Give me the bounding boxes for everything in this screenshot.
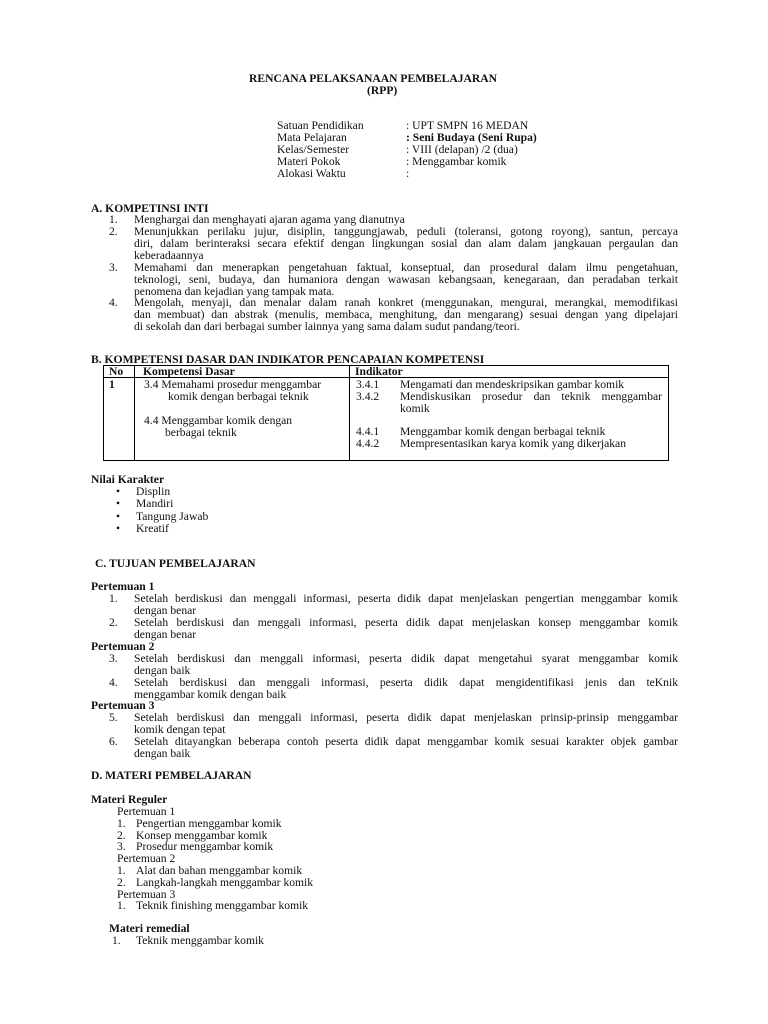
list-item-line: Mengolah, menyaji, dan menalar dalam ranah konkret (menggunakan, mengurai, merangkai, memodifikasi	[134, 296, 678, 309]
bullet-icon: •	[116, 510, 121, 523]
table-header-no: No	[109, 365, 124, 378]
list-item-line: Menghargai dan menghayati ajaran agama yang dianutnya	[134, 213, 405, 226]
indicator-code: 4.4.2	[356, 437, 380, 450]
section-d-heading: D. MATERI PEMBELAJARAN	[91, 769, 252, 782]
indicator-code: 3.4.1	[356, 378, 380, 391]
doc-subtitle: (RPP)	[367, 84, 398, 97]
identity-label: Alokasi Waktu	[277, 167, 346, 180]
list-item: Tangung Jawab	[136, 510, 209, 523]
identity-value: : Seni Budaya (Seni Rupa)	[406, 131, 537, 144]
list-item-line: komik dengan tepat	[134, 723, 226, 736]
list-item: Alat dan bahan menggambar komik	[136, 864, 303, 877]
indicator-code: 4.4.1	[356, 425, 380, 438]
section-b-heading: B. KOMPETENSI DASAR DAN INDIKATOR PENCAPAIAN KOMPETENSI	[91, 353, 485, 366]
list-item-line: Memahami dan menerapkan pengetahuan faktual, konseptual, dan prosedural dalam ilmu pengetahuan,	[134, 261, 678, 274]
list-item-line: dengan baik	[134, 747, 191, 760]
list-item: Kreatif	[136, 522, 169, 535]
list-item-line: dengan baik	[134, 664, 191, 677]
list-item: Mandiri	[136, 497, 174, 510]
list-item-line: Setelah berdiskusi dan menggali informasi, peserta didik dapat menjelaskan prinsip-prinsip menggambar	[134, 711, 678, 724]
identity-value: : UPT SMPN 16 MEDAN	[406, 119, 529, 132]
identity-value: : VIII (delapan) /2 (dua)	[406, 143, 518, 156]
meeting-title: Pertemuan 1	[117, 805, 176, 818]
list-item: Langkah-langkah menggambar komik	[136, 876, 314, 889]
kd-item-line: berbagai teknik	[165, 426, 237, 439]
list-item-line: Setelah berdiskusi dan menggali informasi, peserta didik dapat menjelaskan konsep menggambar komik	[134, 616, 678, 629]
indicator-code: 3.4.2	[356, 390, 380, 403]
meeting-title: Pertemuan 2	[117, 852, 176, 865]
list-item-line: penomena dan kejadian yang tampak mata.	[134, 285, 335, 298]
list-number: 4.	[109, 676, 118, 689]
meeting-title: Pertemuan 3	[91, 699, 155, 712]
materi-reguler-heading: Materi Reguler	[91, 793, 168, 806]
table-row-number: 1	[109, 378, 115, 391]
list-item-line: Setelah berdiskusi dan menggali informasi, peserta didik dapat mengidentifikasi jenis dan teKnik	[134, 676, 678, 689]
table-header-kd: Kompetensi Dasar	[143, 365, 235, 378]
list-number: 1.	[117, 817, 126, 830]
identity-label: Mata Pelajaran	[277, 131, 347, 144]
list-number: 1.	[109, 592, 118, 605]
list-item-line: dengan benar	[134, 604, 197, 617]
meeting-title: Pertemuan 3	[117, 888, 176, 901]
indicator-text: Mempresentasikan karya komik yang dikerjakan	[400, 437, 627, 450]
list-number: 3.	[117, 840, 126, 853]
materi-remedial-heading: Materi remedial	[109, 922, 190, 935]
list-number: 2.	[117, 876, 126, 889]
list-number: 1.	[112, 934, 121, 947]
meeting-title: Pertemuan 2	[91, 640, 155, 653]
indicator-text: Mendiskusikan prosedur dan teknik menggambar	[400, 390, 662, 403]
list-item: Konsep menggambar komik	[136, 829, 268, 842]
list-number: 1.	[109, 213, 118, 226]
kd-indicator-table	[103, 365, 669, 461]
nilai-karakter-heading: Nilai Karakter	[91, 473, 165, 486]
list-item-line: dengan benar	[134, 628, 197, 641]
list-item: Teknik menggambar komik	[136, 934, 264, 947]
bullet-icon: •	[116, 485, 121, 498]
list-item-line: Setelah berdiskusi dan menggali informasi, peserta didik dapat menjelaskan pengertian menggambar komik	[134, 592, 678, 605]
list-item-line: Menunjukkan perilaku jujur, disiplin, tanggungjawab, peduli (toleransi, gotong royong), santun, percaya	[134, 225, 678, 238]
list-item-line: Setelah ditayangkan beberapa contoh peserta didik dapat menggambar komik sesuai karakter objek gambar	[134, 735, 678, 748]
table-header-indikator: Indikator	[355, 365, 403, 378]
list-number: 2.	[109, 225, 118, 238]
list-item-line: diri, dalam berinteraksi secara efektif dengan lingkungan sosial dan alam dalam jangkauan pergaulan dan	[134, 237, 678, 250]
bullet-icon: •	[116, 497, 121, 510]
list-number: 6.	[109, 735, 118, 748]
section-a-heading: A. KOMPETINSI INTI	[91, 202, 209, 215]
list-number: 2.	[117, 829, 126, 842]
indicator-text: Mengamati dan mendeskripsikan gambar komik	[400, 378, 625, 391]
indicator-text: komik	[400, 402, 430, 415]
list-number: 5.	[109, 711, 118, 724]
list-item-line: menggambar komik dengan baik	[134, 688, 287, 701]
list-number: 2.	[109, 616, 118, 629]
kd-item-line: 4.4 Menggambar komik dengan	[144, 414, 293, 427]
identity-label: Kelas/Semester	[277, 143, 350, 156]
kd-item-line: 3.4 Memahami prosedur menggambar	[144, 378, 322, 391]
list-number: 3.	[109, 261, 118, 274]
list-item-line: di sekolah dan dari berbagai sumber lainnya yang sama dalam sudut pandang/teori.	[134, 320, 520, 333]
identity-label: Satuan Pendidikan	[277, 119, 364, 132]
kd-item-line: komik dengan berbagai teknik	[168, 390, 309, 403]
list-item: Prosedur menggambar komik	[136, 840, 274, 853]
list-number: 1.	[117, 899, 126, 912]
identity-value: :	[406, 167, 410, 180]
meeting-title: Pertemuan 1	[91, 580, 155, 593]
identity-label: Materi Pokok	[277, 155, 341, 168]
list-number: 4.	[109, 296, 118, 309]
indicator-text: Menggambar komik dengan berbagai teknik	[400, 425, 606, 438]
identity-value: : Menggambar komik	[406, 155, 507, 168]
bullet-icon: •	[116, 522, 121, 535]
list-item: Displin	[136, 485, 171, 498]
list-item-line: keberadaannya	[134, 249, 204, 262]
list-number: 1.	[117, 864, 126, 877]
list-item: Teknik finishing menggambar komik	[136, 899, 309, 912]
list-item-line: dan membuat) dan abstrak (menulis, membaca, menghitung, dan mengarang) sesuai dengan yang dipelajari	[134, 308, 678, 321]
list-item-line: teknologi, seni, budaya, dan humaniora dengan wawasan kebangsaan, kenegaraan, dan peradaban terkait	[134, 273, 678, 286]
doc-title: RENCANA PELAKSANAAN PEMBELAJARAN	[249, 72, 497, 85]
list-item: Pengertian menggambar komik	[136, 817, 282, 830]
section-c-heading: C. TUJUAN PEMBELAJARAN	[95, 557, 256, 570]
list-item-line: Setelah berdiskusi dan menggali informasi, peserta didik dapat mengetahui syarat menggambar komik	[134, 652, 678, 665]
list-number: 3.	[109, 652, 118, 665]
